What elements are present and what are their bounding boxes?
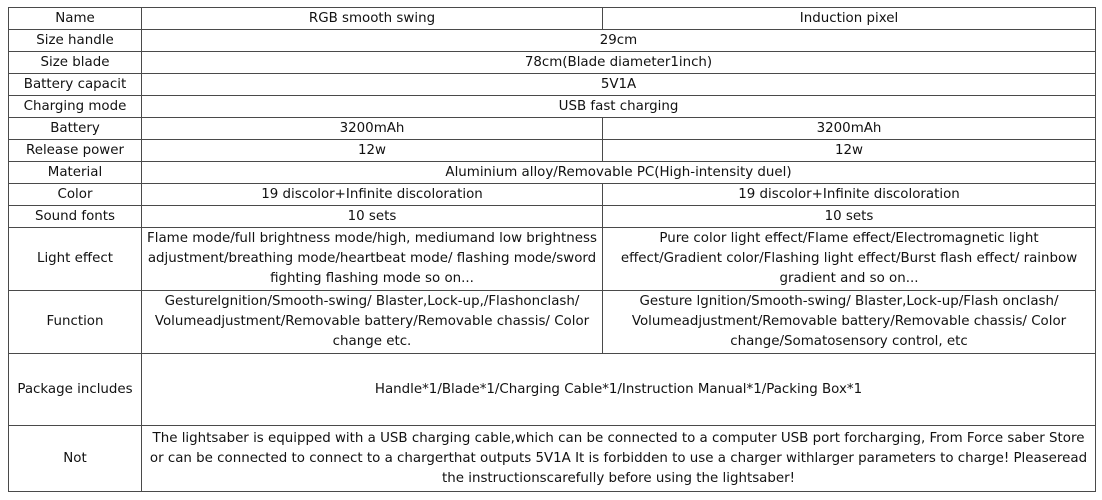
header-induction-pixel-cell: Induction pixel bbox=[603, 8, 1096, 30]
light-effect-label: Light effect bbox=[9, 228, 142, 291]
row-size-blade bbox=[9, 52, 1096, 74]
sound-fonts-label: Sound fonts bbox=[9, 206, 142, 228]
light-effect-induction-value: Pure color light effect/Flame effect/Electromagnetic light effect/Gradient color/Flashing light effect/Burst flash effect/ rainbow gradient and so on... bbox=[603, 228, 1096, 291]
battery-capacity-label: Battery capacit bbox=[9, 74, 142, 96]
material-value: Aluminium alloy/Removable PC(High-intensity duel) bbox=[142, 162, 1096, 184]
color-induction-value: 19 discolor+Infinite discoloration bbox=[603, 184, 1096, 206]
row-sound-fonts bbox=[9, 206, 1096, 228]
row-battery-capacity bbox=[9, 74, 1096, 96]
charging-mode-label: Charging mode bbox=[9, 96, 142, 118]
function-rgb-value: Gesturelgnition/Smooth-swing/ Blaster,Lock-up,/Flashonclash/ Volumeadjustment/Removable battery/Removable chassis/ Color change etc. bbox=[142, 291, 603, 354]
package-includes-label: Package includes bbox=[9, 354, 142, 426]
size-handle-value: 29cm bbox=[142, 30, 1096, 52]
color-rgb-value: 19 discolor+Infinite discoloration bbox=[142, 184, 603, 206]
function-label: Function bbox=[9, 291, 142, 354]
row-battery bbox=[9, 118, 1096, 140]
row-release-power bbox=[9, 140, 1096, 162]
row-size-handle bbox=[9, 30, 1096, 52]
package-includes-value: Handle*1/Blade*1/Charging Cable*1/Instruction Manual*1/Packing Box*1 bbox=[142, 354, 1096, 426]
material-label: Material bbox=[9, 162, 142, 184]
spec-table-container bbox=[8, 7, 1096, 492]
spec-table bbox=[8, 7, 1096, 492]
size-blade-label: Size blade bbox=[9, 52, 142, 74]
battery-label: Battery bbox=[9, 118, 142, 140]
row-function bbox=[9, 291, 1096, 354]
battery-induction-value: 3200mAh bbox=[603, 118, 1096, 140]
function-induction-value: Gesture lgnition/Smooth-swing/ Blaster,Lock-up/Flash onclash/ Volumeadjustment/Removable battery/Removable chassis/ Color change/Somatosensory control, etc bbox=[603, 291, 1096, 354]
header-rgb-smooth-swing-cell: RGB smooth swing bbox=[142, 8, 603, 30]
sound-fonts-induction-value: 10 sets bbox=[603, 206, 1096, 228]
battery-rgb-value: 3200mAh bbox=[142, 118, 603, 140]
note-label: Not bbox=[9, 426, 142, 492]
sound-fonts-rgb-value: 10 sets bbox=[142, 206, 603, 228]
row-color bbox=[9, 184, 1096, 206]
row-material bbox=[9, 162, 1096, 184]
header-name-cell: Name bbox=[9, 8, 142, 30]
release-power-induction-value: 12w bbox=[603, 140, 1096, 162]
note-value: The lightsaber is equipped with a USB charging cable,which can be connected to a computer USB port forcharging, From Force saber Store or can be connected to connect to a chargerthat outputs 5V1A It is forbidden to use a charger withlarger parameters to charge! Pleaseread the instructionscarefully before using the lightsaber! bbox=[142, 426, 1096, 492]
row-package-includes bbox=[9, 354, 1096, 426]
row-charging-mode bbox=[9, 96, 1096, 118]
row-note bbox=[9, 426, 1096, 492]
size-handle-label: Size handle bbox=[9, 30, 142, 52]
row-light-effect bbox=[9, 228, 1096, 291]
light-effect-rgb-value: Flame mode/full brightness mode/high, mediumand low brightness adjustment/breathing mode/heartbeat mode/ flashing mode/sword fighting flashing mode so on... bbox=[142, 228, 603, 291]
battery-capacity-value: 5V1A bbox=[142, 74, 1096, 96]
release-power-label: Release power bbox=[9, 140, 142, 162]
color-label: Color bbox=[9, 184, 142, 206]
release-power-rgb-value: 12w bbox=[142, 140, 603, 162]
size-blade-value: 78cm(Blade diameter1inch) bbox=[142, 52, 1096, 74]
table-header-row bbox=[9, 8, 1096, 30]
charging-mode-value: USB fast charging bbox=[142, 96, 1096, 118]
